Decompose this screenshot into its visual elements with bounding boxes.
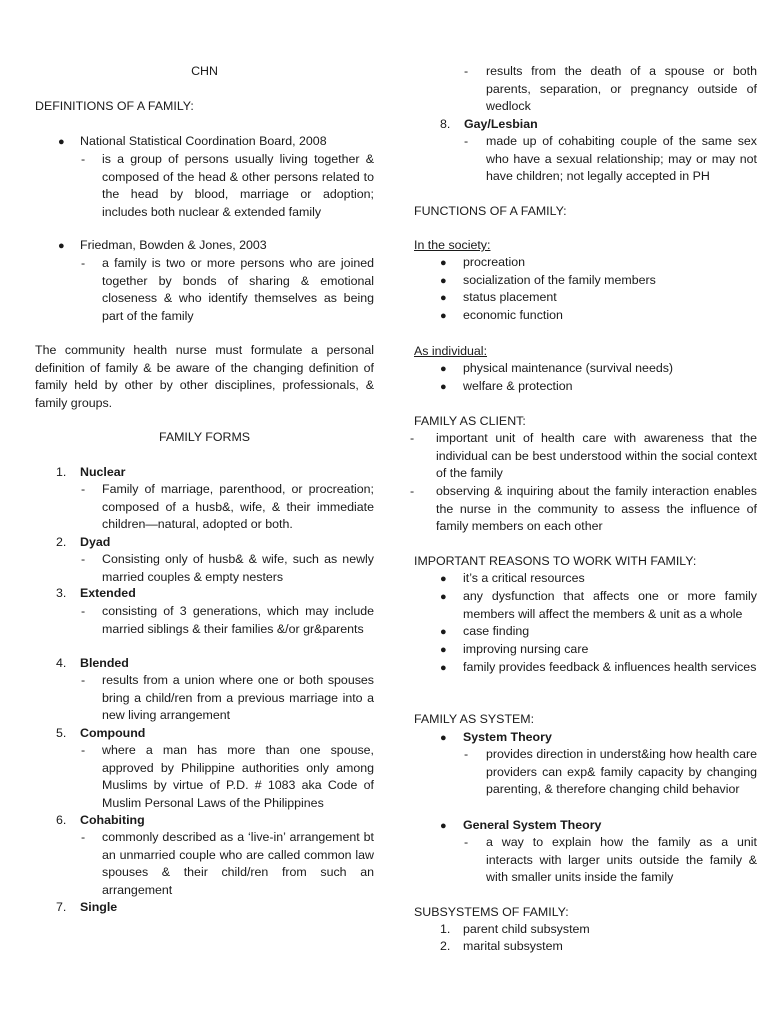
client-item-text: important unit of health care with awareness that the individual can be best understood within the social context of the family: [436, 431, 757, 481]
list-item: any dysfunction that affects one or more family members will affect the members & unit as a whole: [463, 589, 757, 621]
theory-name: System Theory: [463, 730, 552, 744]
client-heading: FAMILY AS CLIENT:: [414, 414, 526, 428]
list-item: case finding: [463, 624, 530, 638]
list-item: status placement: [463, 290, 557, 304]
definition-text: is a group of persons usually living together & composed of the head & other persons related to the head by blood, marriage or adoption; includes both nuclear & extended family: [102, 152, 374, 219]
bullet-icon: ●: [440, 626, 447, 638]
dash-marker: -: [81, 604, 86, 618]
functions-heading: FUNCTIONS OF A FAMILY:: [414, 204, 567, 218]
definition-source: National Statistical Coordination Board, 2008: [80, 134, 327, 148]
system-heading: FAMILY AS SYSTEM:: [414, 712, 535, 726]
bullet-icon: ●: [58, 136, 65, 148]
bullet-icon: ●: [440, 381, 447, 393]
theory-description: provides direction in underst&ing how health care providers can exp& family capacity by changing parenting, & therefore changing child behavior: [486, 747, 757, 797]
theory-name: General System Theory: [463, 818, 602, 832]
list-number: 1.: [56, 465, 67, 479]
theory-description: a way to explain how the family as a unit interacts with larger units outside the family & with smaller units inside the family: [486, 835, 757, 885]
form-description: consisting of 3 generations, which may include married siblings & their families &/or gr&parents: [102, 604, 374, 636]
bullet-icon: ●: [440, 820, 447, 832]
dash-marker: -: [81, 673, 86, 687]
list-item: it’s a critical resources: [463, 571, 585, 585]
client-item: [418, 430, 757, 483]
form-description: Consisting only of husb& & wife, such as newly married couples & empty nesters: [102, 552, 374, 584]
dash-marker: -: [81, 482, 86, 496]
bullet-icon: ●: [440, 292, 447, 304]
dash-marker: -: [464, 64, 469, 78]
form-name: Extended: [80, 586, 136, 600]
dash-marker: -: [464, 747, 469, 761]
client-item: [418, 483, 757, 536]
society-heading: In the society:: [414, 238, 491, 252]
form-name: Cohabiting: [80, 813, 145, 827]
bullet-icon: ●: [440, 732, 447, 744]
definitions-heading: DEFINITIONS OF A FAMILY:: [35, 99, 194, 113]
form-name: Blended: [80, 656, 129, 670]
bullet-icon: ●: [440, 257, 447, 269]
list-number: 4.: [56, 656, 67, 670]
bullet-icon: ●: [440, 573, 447, 585]
bullet-icon: ●: [440, 644, 447, 656]
list-number: 7.: [56, 900, 67, 914]
reasons-heading: IMPORTANT REASONS TO WORK WITH FAMILY:: [414, 554, 697, 568]
dash-marker: -: [81, 830, 86, 844]
list-number: 2.: [440, 939, 451, 953]
dash-marker: -: [410, 431, 415, 445]
list-number: 1.: [440, 922, 451, 936]
list-item: family provides feedback & influences health services: [463, 660, 757, 674]
form-name: Nuclear: [80, 465, 126, 479]
nurse-paragraph: The community health nurse must formulate a personal definition of family & be aware of the changing definition of family held by other by other disciplines, professionals, & family groups.: [35, 343, 374, 410]
subsystem-item: parent child subsystem: [463, 922, 590, 936]
list-number: 3.: [56, 586, 67, 600]
list-number: 5.: [56, 726, 67, 740]
list-item: procreation: [463, 255, 525, 269]
form-description: made up of cohabiting couple of the same sex who have a sexual relationship; may or may not have children; not legally accepted in PH: [486, 134, 757, 184]
bullet-icon: ●: [440, 310, 447, 322]
list-number: 2.: [56, 535, 67, 549]
definition-source: Friedman, Bowden & Jones, 2003: [80, 238, 267, 252]
definition-text: a family is two or more persons who are joined together by bonds of sharing & emotional closeness & who identify themselves as being part of the family: [102, 256, 374, 323]
bullet-icon: ●: [440, 591, 447, 603]
list-item: physical maintenance (survival needs): [463, 361, 674, 375]
form-description: Family of marriage, parenthood, or procreation; composed of a husb&, wife, & their immediate children—natural, adopted or both.: [102, 482, 374, 532]
subsystem-item: marital subsystem: [463, 939, 563, 953]
single-description: results from the death of a spouse or both parents, separation, or pregnancy outside of wedlock: [486, 64, 757, 114]
form-name: Compound: [80, 726, 146, 740]
list-item: economic function: [463, 308, 563, 322]
family-forms-heading: FAMILY FORMS: [158, 430, 251, 444]
list-number: 6.: [56, 813, 67, 827]
list-number: 8.: [440, 117, 451, 131]
subsystems-heading: SUBSYSTEMS OF FAMILY:: [414, 905, 569, 919]
bullet-icon: ●: [440, 662, 447, 674]
dash-marker: -: [81, 256, 86, 270]
dash-marker: -: [464, 835, 469, 849]
form-description: commonly described as a ‘live-in’ arrangement bt an unmarried couple who are called common law spouses & their child/ren from such an arrangement: [102, 830, 374, 897]
bullet-icon: ●: [440, 275, 447, 287]
individual-heading: As individual:: [414, 344, 488, 358]
form-name: Dyad: [80, 535, 111, 549]
dash-marker: -: [410, 484, 415, 498]
dash-marker: -: [81, 152, 86, 166]
form-name: Single: [80, 900, 118, 914]
dash-marker: -: [464, 134, 469, 148]
dash-marker: -: [81, 743, 86, 757]
client-item-text: observing & inquiring about the family interaction enables the nurse in the community to assess the influence of family members on each other: [436, 484, 757, 534]
form-description: where a man has more than one spouse, approved by Philippine authorities only among Muslims by virtue of P.D. # 1083 aka Code of Muslim Personal Laws of the Philippines: [102, 743, 374, 810]
document-title: CHN: [191, 64, 218, 78]
dash-marker: -: [81, 552, 86, 566]
form-name: Gay/Lesbian: [464, 117, 538, 131]
bullet-icon: ●: [58, 240, 65, 252]
list-item: improving nursing care: [463, 642, 589, 656]
list-item: welfare & protection: [463, 379, 573, 393]
list-item: socialization of the family members: [463, 273, 656, 287]
form-description: results from a union where one or both spouses bring a child/ren from a previous marriage into a new living arrangement: [102, 673, 374, 723]
bullet-icon: ●: [440, 363, 447, 375]
